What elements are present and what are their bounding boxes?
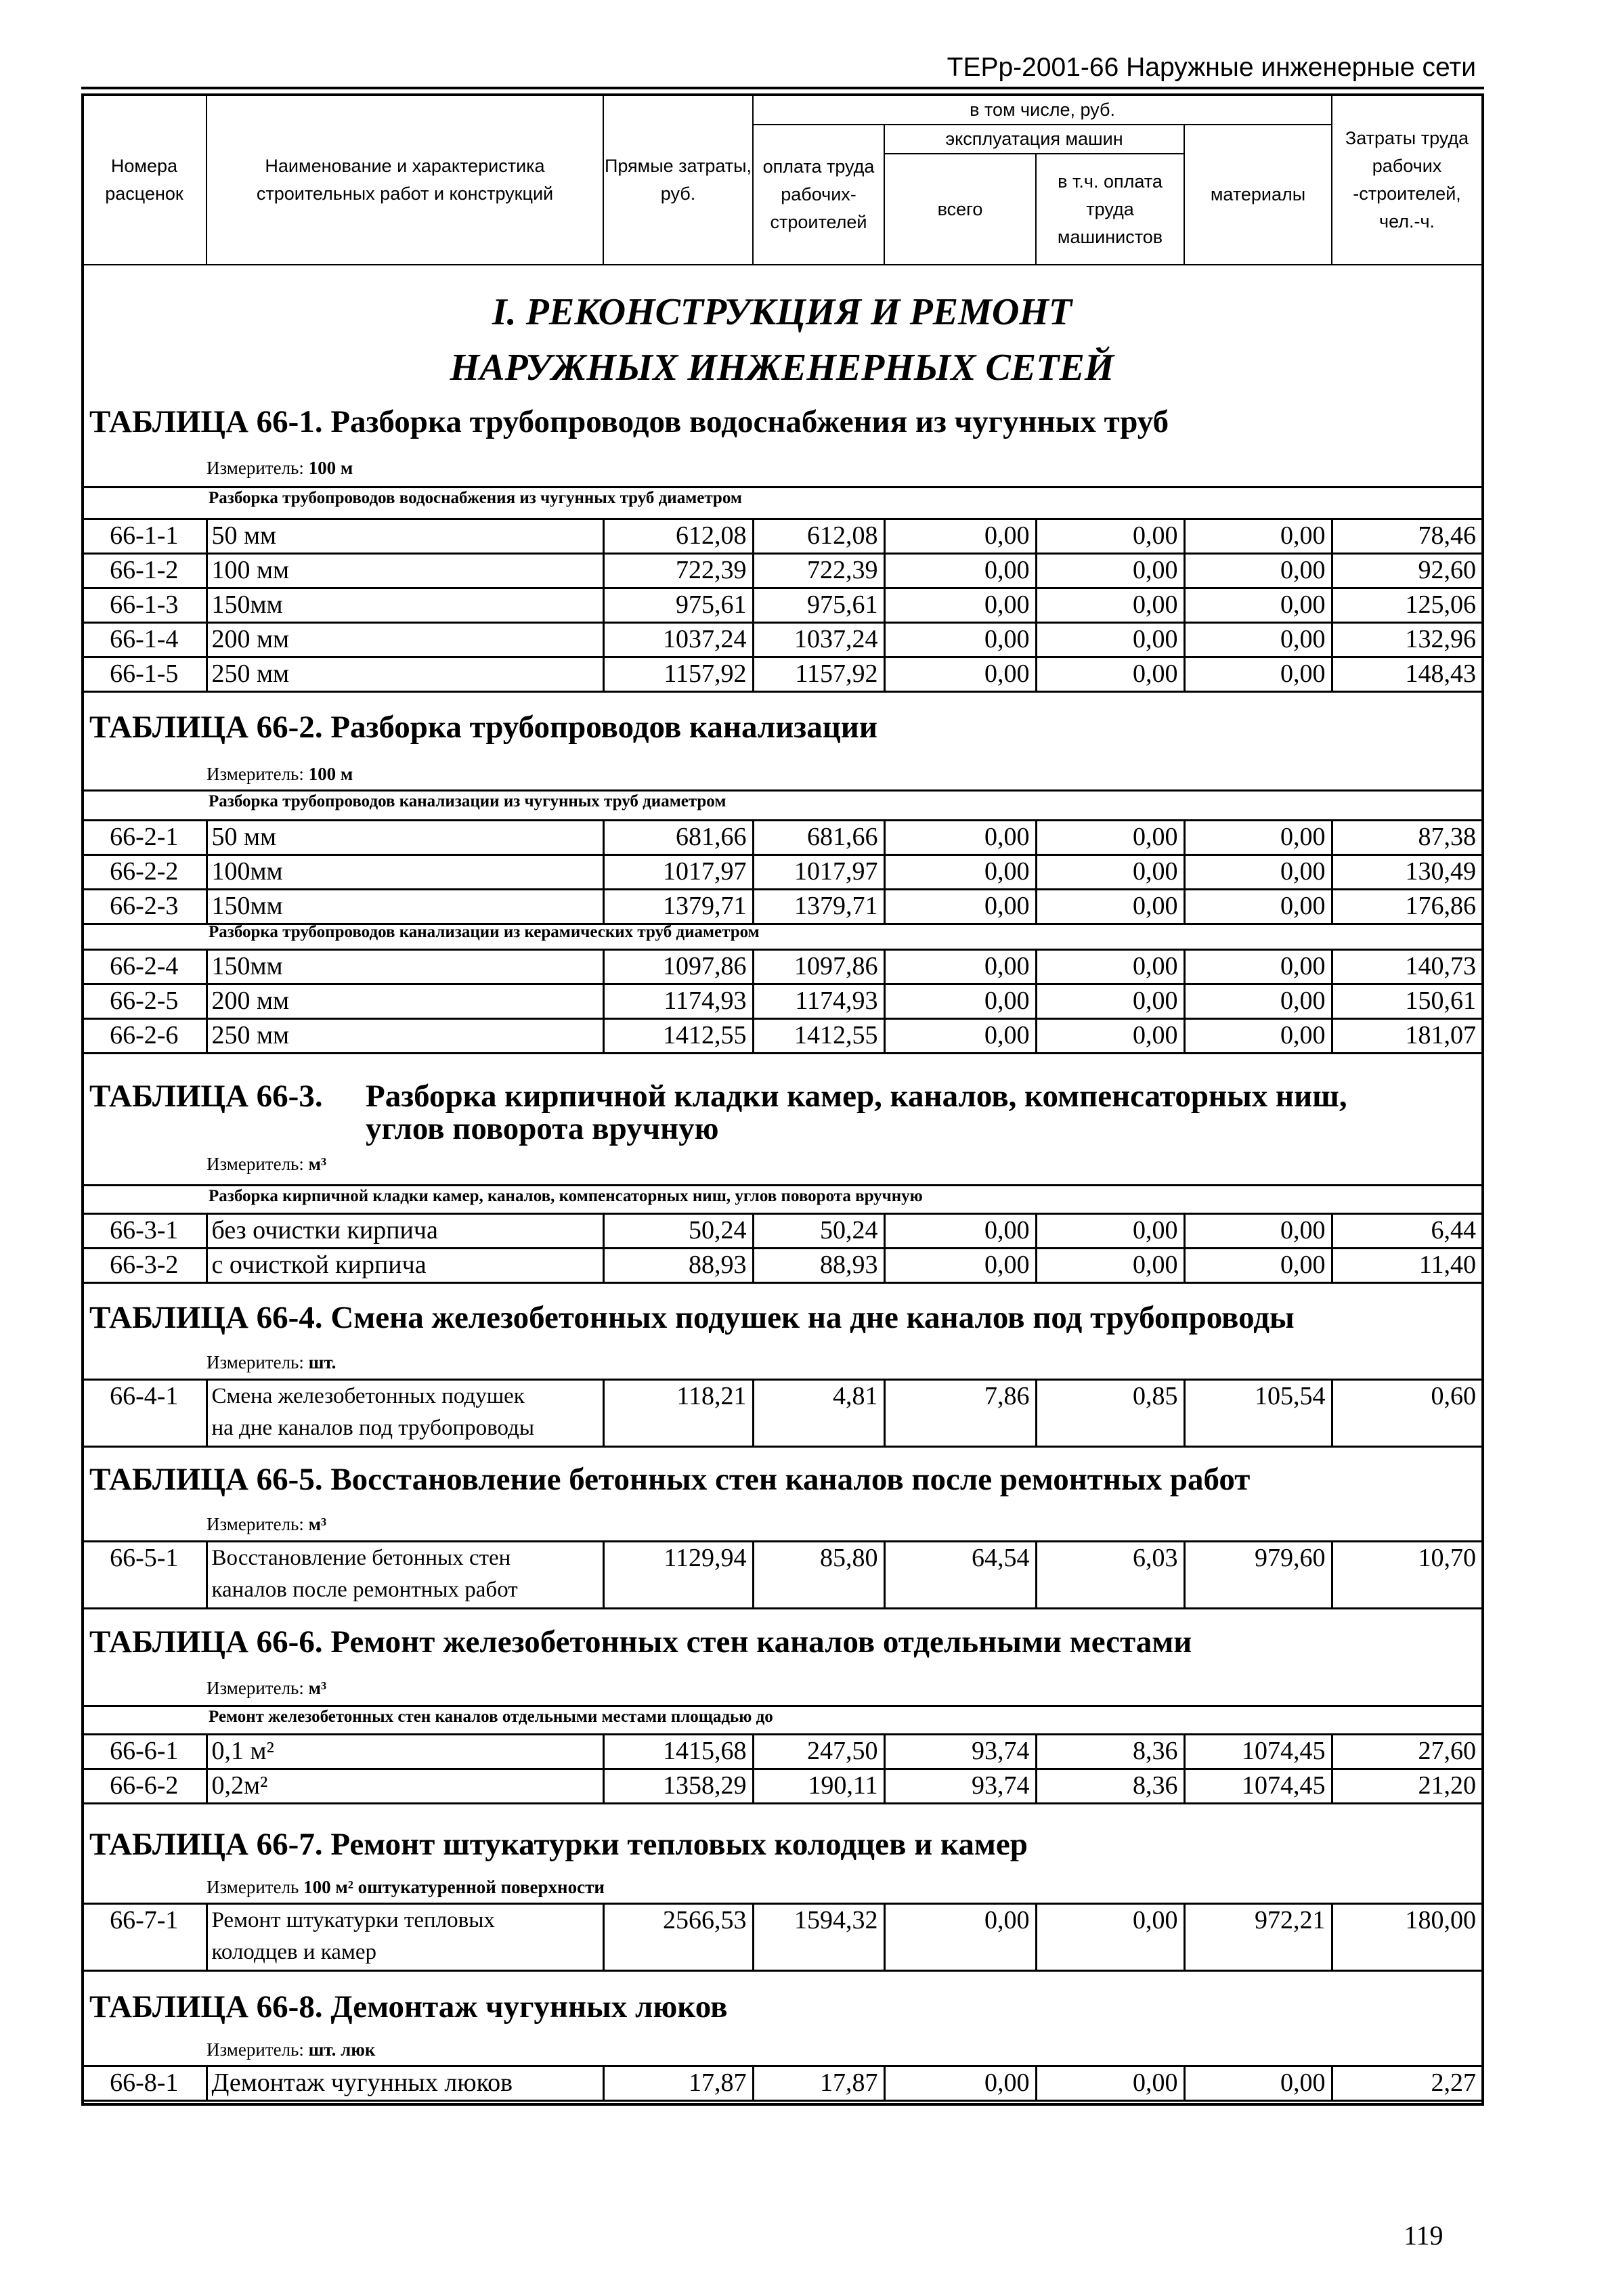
cell-code: 66-2-6 (83, 1019, 207, 1054)
table-row (83, 821, 1481, 855)
cell-direct: 681,66 (603, 821, 753, 855)
cell-labor: 27,60 (1332, 1735, 1481, 1769)
header-materials: материалы (1184, 125, 1332, 265)
cell-name-line-1: Восстановление бетонных стен (211, 1546, 511, 1570)
cell-materials: 105,54 (1184, 1380, 1332, 1447)
measure-label: Измеритель: (207, 1678, 309, 1698)
cell-labor: 150,61 (1332, 984, 1481, 1019)
cell-machines: 0,00 (884, 1249, 1036, 1283)
cell-labor: 181,07 (1332, 1019, 1481, 1054)
cell-labor: 148,43 (1332, 657, 1481, 692)
cell-name: 150мм (207, 890, 603, 924)
cell-code: 66-6-1 (83, 1735, 207, 1769)
cell-worker-pay: 1594,32 (753, 1904, 884, 1971)
cell-labor: 0,60 (1332, 1380, 1481, 1447)
cell-worker-pay: 1157,92 (753, 657, 884, 692)
measure-label: Измеритель: (207, 2039, 309, 2060)
measure-unit (207, 458, 353, 479)
cell-worker-pay: 1379,71 (753, 890, 884, 924)
measure-value: 100 м (308, 764, 353, 784)
cell-name: без очистки кирпича (207, 1214, 603, 1249)
cell-labor: 2,27 (1332, 2066, 1481, 2101)
measure-value: м³ (308, 1154, 327, 1174)
cell-name: 250 мм (207, 657, 603, 692)
table-title: ТАБЛИЦА 66-4. Смена железобетонных подушек на дне каналов под трубопроводы (89, 1300, 1295, 1335)
measure-value: м³ (308, 1678, 327, 1698)
rate-table (83, 1903, 1481, 1972)
cell-worker-pay: 85,80 (753, 1542, 884, 1609)
cell-machines: 7,86 (884, 1380, 1036, 1447)
cell-machines-pay: 8,36 (1036, 1769, 1184, 1804)
table-row (83, 1214, 1481, 1249)
cell-worker-pay: 1037,24 (753, 623, 884, 657)
cell-code: 66-8-1 (83, 2066, 207, 2101)
table-title-text-2: углов поворота вручную (366, 1111, 719, 1146)
cell-machines: 0,00 (884, 890, 1036, 924)
cell-labor: 130,49 (1332, 855, 1481, 890)
cell-machines-pay: 0,00 (1036, 855, 1184, 890)
measure-label: Измеритель: (207, 764, 309, 784)
cell-code: 66-2-4 (83, 950, 207, 984)
table-row (83, 1380, 1481, 1447)
cell-machines-pay: 0,00 (1036, 984, 1184, 1019)
cell-materials: 0,00 (1184, 855, 1332, 890)
cell-labor: 132,96 (1332, 623, 1481, 657)
cell-name: 150мм (207, 950, 603, 984)
cell-direct: 1379,71 (603, 890, 753, 924)
cell-name (207, 1542, 603, 1609)
cell-materials: 0,00 (1184, 1214, 1332, 1249)
cell-name-line-2: на дне каналов под трубопроводы (211, 1416, 535, 1440)
cell-code: 66-1-4 (83, 623, 207, 657)
cell-machines-pay: 0,00 (1036, 890, 1184, 924)
cell-direct: 1129,94 (603, 1542, 753, 1609)
cell-worker-pay: 1412,55 (753, 1019, 884, 1054)
rate-table (83, 1379, 1481, 1448)
cell-code: 66-2-1 (83, 821, 207, 855)
cell-direct: 88,93 (603, 1249, 753, 1283)
rule (83, 789, 1481, 792)
cell-direct: 722,39 (603, 554, 753, 588)
cell-materials: 0,00 (1184, 2066, 1332, 2101)
cell-materials: 0,00 (1184, 821, 1332, 855)
table-title-code: ТАБЛИЦА 66-3. (89, 1079, 323, 1114)
header-code: Номера расценок (83, 95, 207, 265)
cell-machines: 0,00 (884, 821, 1036, 855)
measure-unit (207, 2039, 376, 2060)
header-name: Наименование и характеристика строительных работ и конструкций (207, 95, 603, 265)
cell-worker-pay: 247,50 (753, 1735, 884, 1769)
table-title: ТАБЛИЦА 66-8. Демонтаж чугунных люков (89, 1989, 728, 2024)
cell-machines: 0,00 (884, 519, 1036, 554)
cell-direct: 1017,97 (603, 855, 753, 890)
measure-unit (207, 1154, 326, 1175)
cell-machines-pay: 0,00 (1036, 1249, 1184, 1283)
cell-name-line-2: колодцев и камер (211, 1940, 376, 1964)
cell-machines-pay: 0,00 (1036, 554, 1184, 588)
cell-machines: 93,74 (884, 1769, 1036, 1804)
cell-machines-pay: 0,00 (1036, 519, 1184, 554)
cell-name: 250 мм (207, 1019, 603, 1054)
table-row (83, 588, 1481, 623)
cell-machines-pay: 0,00 (1036, 2066, 1184, 2101)
cell-labor: 11,40 (1332, 1249, 1481, 1283)
cell-materials: 0,00 (1184, 1019, 1332, 1054)
cell-machines: 0,00 (884, 1019, 1036, 1054)
header-worker-pay: оплата труда рабочих-строителей (753, 125, 884, 265)
table-row (83, 623, 1481, 657)
group-heading: Разборка кирпичной кладки камер, каналов, компенсаторных ниш, углов поворота вручную (209, 1187, 923, 1205)
table-row (83, 984, 1481, 1019)
cell-direct: 1157,92 (603, 657, 753, 692)
cell-code: 66-2-2 (83, 855, 207, 890)
header-machines: эксплуатация машин (884, 125, 1184, 154)
table-row (83, 1769, 1481, 1804)
measure-label: Измеритель: (207, 1154, 309, 1174)
cell-machines: 0,00 (884, 657, 1036, 692)
measure-unit (207, 1678, 326, 1699)
cell-machines-pay: 0,00 (1036, 1904, 1184, 1971)
rate-table (83, 949, 1481, 1054)
cell-machines-pay: 6,03 (1036, 1542, 1184, 1609)
cell-materials: 0,00 (1184, 657, 1332, 692)
cell-labor: 87,38 (1332, 821, 1481, 855)
header-direct-costs: Прямые затраты, руб. (603, 95, 753, 265)
cell-machines-pay: 0,00 (1036, 623, 1184, 657)
table-row (83, 950, 1481, 984)
cell-code: 66-3-1 (83, 1214, 207, 1249)
cell-labor: 125,06 (1332, 588, 1481, 623)
cell-machines-pay: 0,00 (1036, 1019, 1184, 1054)
table-row (83, 519, 1481, 554)
cell-machines-pay: 0,00 (1036, 657, 1184, 692)
table-row (83, 855, 1481, 890)
rate-table (83, 1540, 1481, 1609)
rule (83, 1184, 1481, 1186)
cell-direct: 2566,53 (603, 1904, 753, 1971)
header-labor: Затраты труда рабочих -строителей, чел.-ч. (1332, 95, 1481, 265)
cell-direct: 17,87 (603, 2066, 753, 2101)
cell-machines: 0,00 (884, 1214, 1036, 1249)
cell-code: 66-7-1 (83, 1904, 207, 1971)
cell-direct: 1412,55 (603, 1019, 753, 1054)
cell-materials: 972,21 (1184, 1904, 1332, 1971)
cell-name: 200 мм (207, 623, 603, 657)
cell-direct: 975,61 (603, 588, 753, 623)
top-rule (81, 87, 1484, 89)
table-title-text: Разборка кирпичной кладки камер, каналов, компенсаторных ниш, (366, 1079, 1347, 1114)
cell-machines: 0,00 (884, 623, 1036, 657)
cell-code: 66-1-2 (83, 554, 207, 588)
cell-materials: 0,00 (1184, 984, 1332, 1019)
cell-labor: 6,44 (1332, 1214, 1481, 1249)
measure-label: Измеритель (207, 1877, 304, 1897)
cell-worker-pay: 722,39 (753, 554, 884, 588)
cell-name (207, 1904, 603, 1971)
column-header (83, 95, 1481, 265)
rate-table (83, 819, 1481, 925)
cell-materials: 0,00 (1184, 890, 1332, 924)
cell-code: 66-2-5 (83, 984, 207, 1019)
cell-worker-pay: 612,08 (753, 519, 884, 554)
measure-label: Измеритель: (207, 1352, 309, 1372)
table-title: ТАБЛИЦА 66-2. Разборка трубопроводов канализации (89, 710, 877, 745)
group-heading: Разборка трубопроводов канализации из чугунных труб диаметром (209, 792, 726, 810)
cell-machines: 0,00 (884, 950, 1036, 984)
cell-name: 100 мм (207, 554, 603, 588)
table-row (83, 2066, 1481, 2101)
measure-label: Измеритель: (207, 1514, 309, 1534)
cell-machines-pay: 0,00 (1036, 1214, 1184, 1249)
cell-direct: 1174,93 (603, 984, 753, 1019)
cell-name (207, 1380, 603, 1447)
cell-worker-pay: 17,87 (753, 2066, 884, 2101)
cell-machines-pay: 0,00 (1036, 821, 1184, 855)
cell-code: 66-3-2 (83, 1249, 207, 1283)
table-row (83, 1019, 1481, 1054)
measure-value: шт. (308, 1352, 337, 1372)
cell-machines-pay: 0,00 (1036, 588, 1184, 623)
cell-name: 0,1 м² (207, 1735, 603, 1769)
rate-table (83, 1733, 1481, 1804)
cell-labor: 140,73 (1332, 950, 1481, 984)
table-row (83, 1904, 1481, 1971)
cell-name: с очисткой кирпича (207, 1249, 603, 1283)
cell-worker-pay: 190,11 (753, 1769, 884, 1804)
header-machines-pay: в т.ч. оплата труда машинистов (1036, 154, 1184, 265)
cell-name: 50 мм (207, 821, 603, 855)
cell-materials: 0,00 (1184, 554, 1332, 588)
cell-machines-pay: 0,85 (1036, 1380, 1184, 1447)
table-title: ТАБЛИЦА 66-7. Ремонт штукатурки тепловых колодцев и камер (89, 1827, 1028, 1862)
rate-table (83, 518, 1481, 693)
cell-materials: 1074,45 (1184, 1769, 1332, 1804)
measure-unit (207, 764, 353, 785)
cell-name: 50 мм (207, 519, 603, 554)
cell-name: 100мм (207, 855, 603, 890)
cell-machines: 93,74 (884, 1735, 1036, 1769)
measure-unit (207, 1877, 605, 1898)
cell-direct: 1037,24 (603, 623, 753, 657)
cell-name: 0,2м² (207, 1769, 603, 1804)
cell-materials: 0,00 (1184, 950, 1332, 984)
cell-code: 66-1-3 (83, 588, 207, 623)
cell-labor: 78,46 (1332, 519, 1481, 554)
cell-code: 66-2-3 (83, 890, 207, 924)
cell-direct: 1415,68 (603, 1735, 753, 1769)
cell-worker-pay: 975,61 (753, 588, 884, 623)
cell-code: 66-4-1 (83, 1380, 207, 1447)
cell-name-line-1: Смена железобетонных подушек (211, 1384, 525, 1408)
cell-direct: 612,08 (603, 519, 753, 554)
table-row (83, 554, 1481, 588)
measure-value: 100 м² оштукатуренной поверхности (303, 1877, 605, 1897)
measure-value: м³ (308, 1514, 327, 1534)
cell-direct: 118,21 (603, 1380, 753, 1447)
measure-unit (207, 1352, 336, 1373)
table-row (83, 1542, 1481, 1609)
cell-code: 66-5-1 (83, 1542, 207, 1609)
group-heading: Ремонт железобетонных стен каналов отдельными местами площадью до (209, 1708, 773, 1726)
cell-materials: 0,00 (1184, 1249, 1332, 1283)
measure-unit (207, 1514, 326, 1535)
cell-code: 66-1-1 (83, 519, 207, 554)
cell-materials: 0,00 (1184, 519, 1332, 554)
cell-labor: 10,70 (1332, 1542, 1481, 1609)
cell-labor: 176,86 (1332, 890, 1481, 924)
cell-name-line-1: Ремонт штукатурки тепловых (211, 1908, 495, 1932)
section-title-line-1: I. РЕКОНСТРУКЦИЯ И РЕМОНТ (492, 291, 1072, 333)
cell-direct: 50,24 (603, 1214, 753, 1249)
cell-materials: 0,00 (1184, 623, 1332, 657)
group-heading: Разборка трубопроводов канализации из керамических труб диаметром (209, 923, 760, 941)
cell-worker-pay: 681,66 (753, 821, 884, 855)
cell-machines: 0,00 (884, 1904, 1036, 1971)
cell-machines: 0,00 (884, 855, 1036, 890)
cell-machines: 64,54 (884, 1542, 1036, 1609)
cell-labor: 21,20 (1332, 1769, 1481, 1804)
cell-machines: 0,00 (884, 984, 1036, 1019)
rule (83, 1705, 1481, 1707)
measure-value: шт. люк (308, 2039, 376, 2060)
cell-worker-pay: 1174,93 (753, 984, 884, 1019)
table-row (83, 1249, 1481, 1283)
cell-worker-pay: 1097,86 (753, 950, 884, 984)
measure-value: 100 м (308, 458, 353, 478)
table-row (83, 890, 1481, 924)
rule (83, 486, 1481, 488)
cell-machines: 0,00 (884, 588, 1036, 623)
running-header: ТЕРр-2001-66 Наружные инженерные сети (947, 53, 1476, 82)
cell-machines: 0,00 (884, 2066, 1036, 2101)
group-heading: Разборка трубопроводов водоснабжения из чугунных труб диаметром (209, 489, 742, 507)
section-title (83, 284, 1481, 395)
cell-materials: 0,00 (1184, 588, 1332, 623)
table-title: ТАБЛИЦА 66-6. Ремонт железобетонных стен каналов отдельными местами (89, 1624, 1192, 1660)
cell-name: Демонтаж чугунных люков (207, 2066, 603, 2101)
cell-worker-pay: 1017,97 (753, 855, 884, 890)
table-row (83, 657, 1481, 692)
rate-table (83, 2065, 1481, 2102)
cell-labor: 180,00 (1332, 1904, 1481, 1971)
cell-name: 150мм (207, 588, 603, 623)
cell-direct: 1097,86 (603, 950, 753, 984)
rate-table (83, 1213, 1481, 1284)
cell-code: 66-1-5 (83, 657, 207, 692)
cell-machines-pay: 8,36 (1036, 1735, 1184, 1769)
page-number: 119 (1404, 2220, 1444, 2251)
section-title-line-2: НАРУЖНЫХ ИНЖЕНЕРНЫХ СЕТЕЙ (450, 347, 1114, 389)
cell-code: 66-6-2 (83, 1769, 207, 1804)
table-title: ТАБЛИЦА 66-5. Восстановление бетонных стен каналов после ремонтных работ (89, 1462, 1251, 1497)
cell-worker-pay: 4,81 (753, 1380, 884, 1447)
cell-labor: 92,60 (1332, 554, 1481, 588)
header-machines-total: всего (884, 154, 1036, 265)
table-title: ТАБЛИЦА 66-1. Разборка трубопроводов водоснабжения из чугунных труб (89, 404, 1169, 439)
cell-machines: 0,00 (884, 554, 1036, 588)
cell-worker-pay: 88,93 (753, 1249, 884, 1283)
table-row (83, 1735, 1481, 1769)
cell-name: 200 мм (207, 984, 603, 1019)
cell-machines-pay: 0,00 (1036, 950, 1184, 984)
cell-direct: 1358,29 (603, 1769, 753, 1804)
measure-label: Измеритель: (207, 458, 309, 478)
cell-materials: 1074,45 (1184, 1735, 1332, 1769)
cell-name-line-2: каналов после ремонтных работ (211, 1578, 518, 1602)
cell-worker-pay: 50,24 (753, 1214, 884, 1249)
header-incl: в том числе, руб. (753, 95, 1332, 125)
cell-materials: 979,60 (1184, 1542, 1332, 1609)
